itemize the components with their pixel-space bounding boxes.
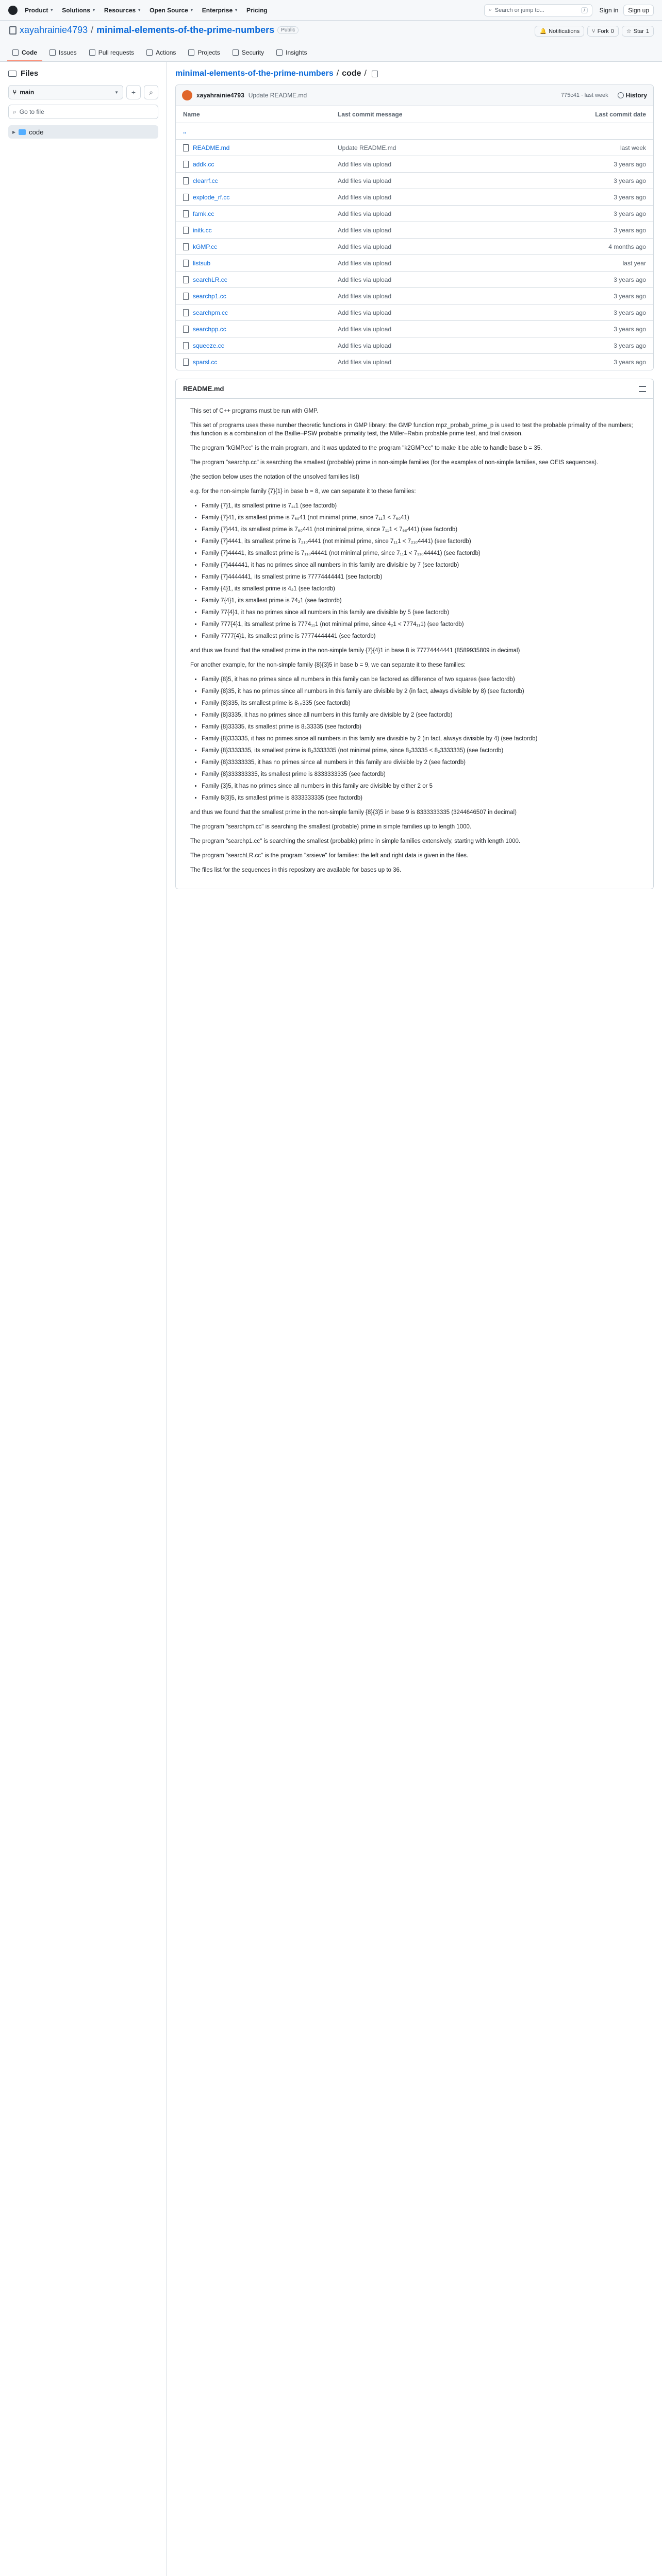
list-item: • Family {7}444441, it has no primes since all numbers in this family are divisible by 7 (see factordb)	[202, 561, 639, 569]
file-name-cell	[183, 144, 338, 151]
nav-solutions[interactable]	[62, 7, 96, 14]
file-commit-message[interactable]: Add files via upload	[338, 325, 392, 333]
repo-owner-link[interactable]: xayahrainie4793	[20, 25, 88, 35]
play-icon	[146, 49, 153, 56]
file-link[interactable]: listsub	[193, 259, 211, 267]
file-commit-message[interactable]: Add files via upload	[338, 160, 392, 168]
file-name-cell	[183, 359, 338, 366]
repo-title	[9, 25, 299, 36]
readme-paragraph: The program "searchp.cc" is searching the smallest (probable) prime in non-simple families (for the examples of non-simple families, see OEIS sequences).	[190, 460, 599, 466]
github-logo-icon[interactable]	[8, 6, 18, 15]
readme-paragraph: e.g. for the non-simple family {7}{1} in base b = 8, we can separate it to these families:	[190, 488, 416, 495]
list-item: • Family {3}5, it has no primes since all numbers in this family are divisible by either 2 or 5	[202, 782, 639, 790]
file-table	[175, 106, 654, 370]
breadcrumb-current: code	[342, 69, 361, 78]
list-item: • Family {7}4444441, its smallest prime is 77774444441 (see factordb)	[202, 573, 639, 581]
file-commit-message[interactable]: Add files via upload	[338, 309, 392, 316]
list-item: • Family {8}35, it has no primes since all numbers in this family are divisible by 2 (in fact, always divisible by 8) (see factordb)	[202, 687, 639, 696]
tab-issues[interactable]	[44, 45, 82, 61]
table-row[interactable]	[176, 304, 653, 320]
file-link[interactable]: searchp1.cc	[193, 292, 226, 300]
file-name-cell	[183, 309, 338, 316]
file-commit-date: 3 years ago	[614, 309, 646, 316]
readme-paragraph: The program "searchpm.cc" is searching the smallest (probable) prime in simple families up to length 1000.	[190, 824, 472, 830]
list-item: • Family {7}1, its smallest prime is 7₁₁1 (see factordb)	[202, 502, 639, 510]
readme-body	[176, 399, 653, 889]
file-link[interactable]: squeeze.cc	[193, 342, 224, 349]
file-link[interactable]: kGMP.cc	[193, 243, 218, 250]
column-name: Name	[183, 111, 200, 118]
list-item: • Family {8}3333335, its smallest prime is 8₂3333335 (not minimal prime, since 8₂33335 < 8₂3333335) (see factordb)	[202, 747, 639, 755]
file-name-cell	[183, 194, 338, 201]
nav-label: Product	[25, 6, 48, 14]
bell-icon: 🔔	[539, 28, 547, 35]
list-item: • Family {8}333335, it has no primes since all numbers in this family are divisible by 2 (in fact, always divisible by 4) (see factordb)	[202, 735, 639, 743]
tab-label: Issues	[59, 49, 77, 56]
branch-selector[interactable]	[8, 85, 123, 99]
notifications-label: Notifications	[549, 28, 580, 35]
list-item: • Family {8}3335, it has no primes since all numbers in this family are divisible by 2 (see factordb)	[202, 711, 639, 719]
parent-directory-row[interactable]	[176, 123, 653, 139]
list-item: • Family 77{4}1, it has no primes since all numbers in this family are divisible by 5 (see factordb)	[202, 608, 639, 617]
file-commit-message[interactable]: Add files via upload	[338, 177, 392, 184]
readme-paragraph: The program "kGMP.cc" is the main program, and it was updated to the program "k2GMP.cc" to make it be able to handle base b = 35.	[190, 445, 542, 451]
file-commit-date: 3 years ago	[614, 177, 646, 184]
file-link[interactable]: sparsl.cc	[193, 358, 218, 366]
commit-message[interactable]: Update README.md	[248, 92, 307, 99]
notifications-button[interactable]	[535, 26, 584, 37]
chevron-down-icon: ▼	[189, 8, 194, 12]
file-name-cell	[183, 177, 338, 184]
file-commit-date: 3 years ago	[614, 325, 646, 333]
chevron-down-icon: ▼	[234, 8, 239, 12]
list-item: • Family {8}335, its smallest prime is 8₁₀335 (see factordb)	[202, 699, 639, 707]
file-commit-date: 3 years ago	[614, 210, 646, 217]
readme-paragraph: The program "searchLR.cc" is the program "srsieve" for families: the left and right data is given in the files.	[190, 853, 469, 859]
tab-security[interactable]	[227, 45, 269, 61]
readme-paragraph: The files list for the sequences in this repository are available for bases up to 36.	[190, 867, 402, 873]
list-item: • Family {4}1, its smallest prime is 4₂1 (see factordb)	[202, 585, 639, 593]
search-icon: ⌕	[13, 108, 16, 115]
parent-directory-link[interactable]: ..	[183, 127, 187, 135]
readme-paragraph: and thus we found that the smallest prime in the non-simple family {7}{4}1 in base 8 is 77774444441 (8589935809 in decimal)	[190, 648, 520, 654]
table-row[interactable]	[176, 205, 653, 222]
list-item: • Family {7}41, its smallest prime is 7₆₀41 (not minimal prime, since 7₁₁1 < 7₆₀41)	[202, 514, 639, 522]
list-item: • Family {8}33335, its smallest prime is 8₂33335 (see factordb)	[202, 723, 639, 731]
list-item: • Family 777{4}1, its smallest prime is 7774₁₁1 (not minimal prime, since 4₂1 < 7774₁₁1) (see factordb)	[202, 620, 639, 629]
file-commit-message[interactable]: Add files via upload	[338, 358, 392, 366]
file-commit-message[interactable]: Add files via upload	[338, 292, 392, 300]
list-item: • Family 7{4}1, its smallest prime is 74₂1 (see factordb)	[202, 597, 639, 605]
nav-product[interactable]	[25, 7, 54, 14]
sidebar-collapse-icon[interactable]	[8, 71, 16, 77]
nav-label: Open Source	[150, 6, 188, 14]
tab-insights[interactable]	[271, 45, 312, 61]
global-header	[0, 0, 662, 21]
star-count: 1	[646, 28, 649, 35]
visibility-badge: Public	[277, 26, 299, 34]
table-row[interactable]	[176, 172, 653, 189]
breadcrumb-separator: /	[336, 69, 339, 78]
table-row[interactable]	[176, 271, 653, 287]
file-name-cell	[183, 243, 338, 250]
main-content	[175, 62, 654, 889]
file-icon	[183, 276, 189, 283]
file-icon	[183, 177, 189, 184]
breadcrumb	[175, 69, 654, 78]
table-row[interactable]	[176, 287, 653, 304]
column-date: Last commit date	[595, 111, 646, 118]
tab-pull-requests[interactable]	[84, 45, 139, 61]
family-list-base9	[202, 675, 639, 802]
repo-header	[0, 21, 662, 62]
readme-paragraph: This set of programs uses these number theoretic functions in GMP library: the GMP function mpz_probab_prime_p is used to test the probable primality of the numbers; this function is a combination of the Baillie–PSW probable primality test, the Miller–Rabin probable prime test, and trial division.	[190, 422, 633, 437]
folder-icon	[19, 129, 26, 135]
file-icon	[183, 260, 189, 267]
nav-pricing[interactable]	[246, 7, 268, 14]
file-commit-message[interactable]: Add files via upload	[338, 226, 392, 234]
history-label: History	[625, 92, 647, 99]
list-item: • Family {8}333333335, its smallest prime is 8333333335 (see factordb)	[202, 770, 639, 778]
file-commit-date: 3 years ago	[614, 226, 646, 234]
file-commit-date: 3 years ago	[614, 358, 646, 366]
tab-label: Pull requests	[98, 49, 135, 56]
table-row[interactable]	[176, 337, 653, 353]
fork-label: Fork	[597, 28, 609, 35]
branch-name: main	[20, 89, 35, 96]
commit-meta[interactable]: 775c41 · last week	[560, 92, 608, 98]
nav-label: Resources	[104, 6, 136, 14]
file-commit-message[interactable]: Add files via upload	[338, 342, 392, 349]
search-placeholder: Search or jump to...	[494, 7, 544, 13]
list-item: • Family {7}441, its smallest prime is 7₆₀441 (not minimal prime, since 7₁₁1 < 7₆₀441) (see factordb)	[202, 526, 639, 534]
file-commit-date: 3 years ago	[614, 160, 646, 168]
readme-title[interactable]: README.md	[183, 385, 224, 393]
repo-tabs	[7, 45, 312, 61]
table-row[interactable]	[176, 320, 653, 337]
file-name-cell	[183, 342, 338, 349]
nav-label: Solutions	[62, 6, 90, 14]
file-commit-message[interactable]: Add files via upload	[338, 276, 392, 283]
commit-author[interactable]: xayahrainie4793	[196, 92, 244, 99]
readme-paragraph: For another example, for the non-simple family {8}{3}5 in base b = 9, we can separate it to these families:	[190, 662, 466, 668]
file-commit-message[interactable]: Update README.md	[338, 144, 396, 151]
chevron-down-icon: ▼	[49, 8, 54, 12]
chevron-right-icon[interactable]: ▶	[12, 129, 16, 134]
star-button[interactable]	[622, 26, 654, 37]
readme-paragraph: (the section below uses the notation of the unsolved families list)	[190, 474, 359, 480]
list-item: • Family {7}4441, its smallest prime is 7₂₁₀4441 (not minimal prime, since 7₁₁1 < 7₂₁₀4441) (see factordb)	[202, 537, 639, 546]
family-list-base8	[202, 502, 639, 640]
table-row[interactable]	[176, 156, 653, 172]
nav-label: Enterprise	[202, 6, 233, 14]
file-name-cell	[183, 293, 338, 300]
nav-open-source[interactable]	[150, 7, 194, 14]
list-item: • Family 8{3}5, its smallest prime is 8333333335 (see factordb)	[202, 794, 639, 802]
file-link[interactable]: addk.cc	[193, 160, 214, 168]
search-icon: ⌕	[488, 7, 492, 13]
clock-icon	[618, 92, 624, 98]
file-commit-date: last week	[620, 144, 646, 151]
file-rows	[176, 139, 653, 370]
file-icon	[183, 227, 189, 234]
sidebar-controls	[8, 85, 158, 99]
chevron-down-icon: ▼	[91, 8, 96, 12]
star-icon: ☆	[626, 28, 632, 35]
tab-projects[interactable]	[183, 45, 225, 61]
sidebar-title	[8, 69, 158, 78]
repo-icon	[9, 26, 16, 35]
file-link[interactable]: initk.cc	[193, 226, 212, 234]
repo-actions	[535, 26, 654, 37]
file-icon	[183, 194, 189, 201]
sign-in-link[interactable]: Sign in	[599, 6, 619, 14]
chevron-down-icon: ▼	[114, 90, 119, 95]
file-commit-message[interactable]: Add files via upload	[338, 210, 392, 217]
file-icon	[183, 342, 189, 349]
fork-count: 0	[610, 28, 614, 35]
graph-icon	[276, 49, 283, 56]
nav-label: Pricing	[246, 6, 268, 14]
file-table-header	[176, 106, 653, 123]
file-name-cell	[183, 227, 338, 234]
file-icon	[183, 161, 189, 168]
file-name-cell	[183, 326, 338, 333]
nav-enterprise[interactable]	[202, 7, 238, 14]
code-icon	[12, 49, 19, 56]
breadcrumb-separator: /	[364, 69, 367, 78]
readme-paragraph: The program "searchp1.cc" is searching the smallest (probable) prime in simple families extensively, starting with length 1000.	[190, 838, 521, 844]
file-link[interactable]: searchpm.cc	[193, 309, 228, 316]
tab-label: Insights	[286, 49, 307, 56]
sidebar-title-text: Files	[21, 69, 39, 78]
global-nav	[25, 7, 268, 14]
tab-code[interactable]	[7, 45, 42, 61]
table-row[interactable]	[176, 353, 653, 370]
table-row[interactable]	[176, 139, 653, 156]
sign-up-button[interactable]: Sign up	[623, 5, 654, 16]
go-to-file-input[interactable]	[8, 105, 158, 119]
file-commit-date: 3 years ago	[614, 342, 646, 349]
nav-resources[interactable]	[104, 7, 141, 14]
table-row[interactable]	[176, 189, 653, 205]
file-commit-date: 3 years ago	[614, 193, 646, 201]
file-icon	[183, 210, 189, 217]
list-item: • Family {7}44441, its smallest prime is 7₁₁₀44441 (not minimal prime, since 7₁₁1 < 7₁₁₀44441) (see factordb)	[202, 549, 639, 557]
file-link[interactable]: searchLR.cc	[193, 276, 227, 283]
file-commit-date: 3 years ago	[614, 292, 646, 300]
tree-item-label: code	[29, 128, 44, 136]
tab-label: Security	[241, 49, 264, 56]
table-row[interactable]	[176, 238, 653, 255]
file-icon	[183, 309, 189, 316]
table-row[interactable]	[176, 222, 653, 238]
file-name-cell	[183, 260, 338, 267]
table-row[interactable]	[176, 255, 653, 271]
file-icon	[183, 144, 189, 151]
readme-panel	[175, 379, 654, 889]
repo-name-link[interactable]: minimal-elements-of-the-prime-numbers	[96, 25, 275, 35]
copy-path-icon[interactable]	[372, 71, 378, 77]
fork-icon: ⑂	[592, 28, 595, 35]
search-shortcut-key: /	[581, 7, 588, 13]
list-item: • Family {8}5, it has no primes since all numbers in this family can be factored as difference of two squares (see factordb)	[202, 675, 639, 684]
pull-request-icon	[89, 49, 95, 56]
global-search-input[interactable]	[484, 4, 592, 16]
fork-button[interactable]	[587, 26, 619, 37]
tab-label: Code	[22, 49, 37, 56]
file-tree	[8, 125, 158, 139]
tree-item-code[interactable]	[8, 125, 158, 139]
file-commit-date: last year	[622, 259, 646, 267]
latest-commit-bar	[175, 84, 654, 106]
file-link[interactable]: explode_rf.cc	[193, 193, 230, 201]
add-file-button[interactable]: +	[126, 85, 141, 99]
breadcrumb-repo-link[interactable]: minimal-elements-of-the-prime-numbers	[175, 69, 334, 78]
search-button[interactable]: ⌕	[144, 85, 158, 99]
star-label: Star	[633, 28, 644, 35]
readme-paragraph: and thus we found that the smallest prime in the non-simple family {8}{3}5 in base 9 is 8333333335 (3244646507 in decimal)	[190, 809, 517, 816]
file-tree-sidebar	[0, 62, 167, 2576]
file-link[interactable]: searchpp.cc	[193, 325, 226, 333]
column-message: Last commit message	[338, 111, 403, 118]
readme-header	[176, 379, 653, 399]
file-link[interactable]: clearrf.cc	[193, 177, 218, 184]
outline-icon[interactable]	[639, 386, 646, 392]
tab-label: Actions	[156, 49, 176, 56]
issue-icon	[49, 49, 56, 56]
chevron-down-icon: ▼	[137, 8, 142, 12]
tab-actions[interactable]	[141, 45, 181, 61]
filter-placeholder: Go to file	[19, 108, 44, 115]
file-link[interactable]: famk.cc	[193, 210, 214, 217]
file-icon	[183, 326, 189, 333]
table-icon	[188, 49, 194, 56]
history-button[interactable]	[618, 92, 647, 99]
file-name-cell	[183, 161, 338, 168]
shield-icon	[233, 49, 239, 56]
file-icon	[183, 293, 189, 300]
file-commit-message[interactable]: Add files via upload	[338, 243, 392, 250]
branch-icon: ⑂	[13, 89, 17, 96]
list-item: • Family {8}33333335, it has no primes since all numbers in this family are divisible by 2 (see factordb)	[202, 758, 639, 767]
file-commit-date: 3 years ago	[614, 276, 646, 283]
tab-label: Projects	[197, 49, 220, 56]
list-item: • Family 7777{4}1, its smallest prime is 77774444441 (see factordb)	[202, 632, 639, 640]
file-commit-date: 4 months ago	[608, 243, 646, 250]
readme-paragraph: This set of C++ programs must be run with GMP.	[190, 408, 319, 414]
file-link[interactable]: README.md	[193, 144, 230, 151]
file-name-cell	[183, 210, 338, 217]
repo-separator: /	[91, 25, 94, 35]
file-icon	[183, 359, 189, 366]
file-commit-message[interactable]: Add files via upload	[338, 193, 392, 201]
file-commit-message[interactable]: Add files via upload	[338, 259, 392, 267]
file-name-cell	[183, 276, 338, 283]
file-icon	[183, 243, 189, 250]
avatar[interactable]	[182, 90, 192, 100]
